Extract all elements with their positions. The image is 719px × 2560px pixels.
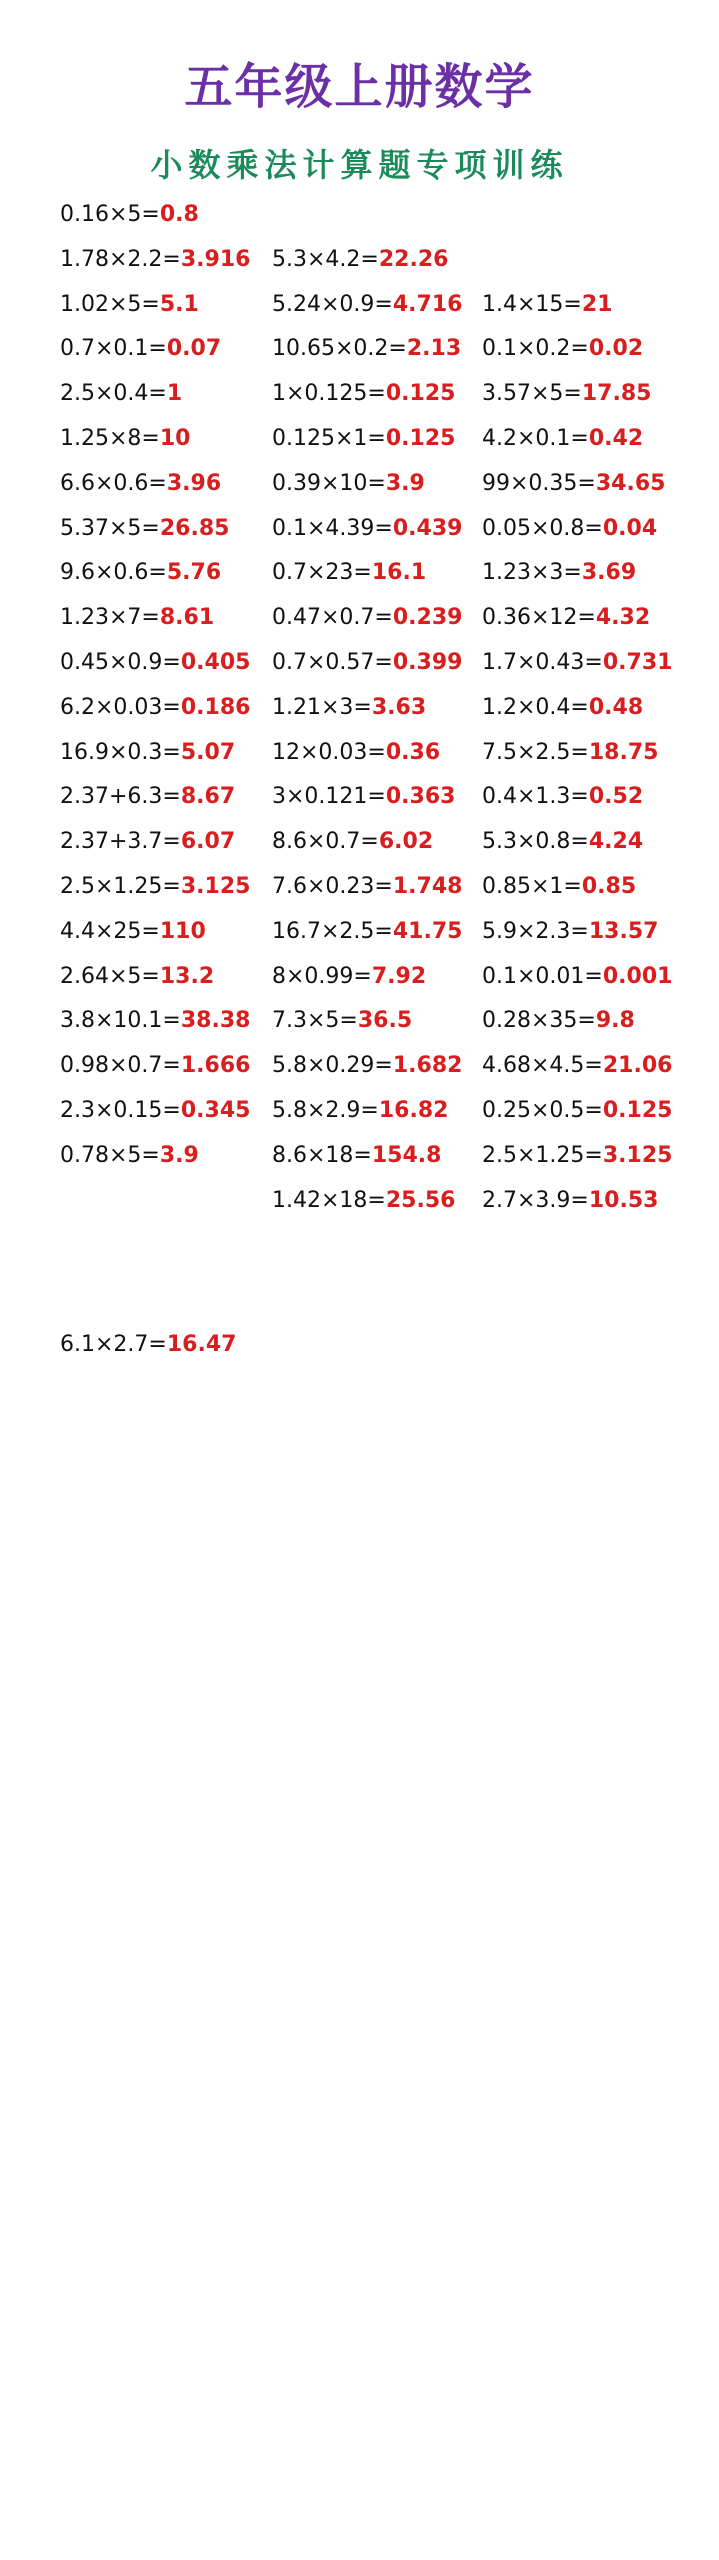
problem-answer: 0.439 bbox=[392, 515, 463, 541]
problem-item bbox=[482, 558, 636, 588]
problem-answer: 0.399 bbox=[392, 650, 463, 675]
problem-question: 5.8×2.9= bbox=[272, 1098, 379, 1123]
problem-answer: 4.32 bbox=[595, 605, 651, 631]
problem-answer: 0.07 bbox=[166, 336, 222, 362]
problem-answer: 3.9 bbox=[385, 470, 425, 496]
problem-answer: 0.125 bbox=[385, 381, 456, 407]
problem-question: 0.47×0.7= bbox=[272, 605, 393, 631]
problem-answer: 3.125 bbox=[602, 1142, 673, 1168]
problem-question: 0.25×0.5= bbox=[482, 1098, 603, 1123]
problem-question: 0.16×5= bbox=[60, 202, 160, 227]
problem-item bbox=[60, 603, 214, 633]
problem-item bbox=[60, 379, 182, 409]
problem-question: 7.5×2.5= bbox=[482, 739, 589, 765]
problem-item bbox=[482, 514, 657, 544]
problem-question: 0.45×0.9= bbox=[60, 650, 181, 675]
problem-question: 0.4×1.3= bbox=[482, 784, 589, 810]
problem-item bbox=[272, 290, 462, 320]
problem-answer: 1.666 bbox=[180, 1053, 251, 1079]
problem-answer: 26.85 bbox=[159, 515, 230, 541]
problem-item bbox=[60, 334, 221, 364]
problem-question: 4.2×0.1= bbox=[482, 426, 589, 451]
problem-item bbox=[60, 245, 250, 275]
problem-item bbox=[272, 1141, 441, 1171]
problem-answer: 16.82 bbox=[378, 1098, 449, 1123]
problem-item bbox=[272, 245, 448, 275]
problem-item bbox=[482, 424, 643, 454]
problem-question: 0.7×0.1= bbox=[60, 336, 167, 362]
problem-question: 2.5×1.25= bbox=[482, 1142, 603, 1168]
problem-answer: 3.63 bbox=[371, 694, 427, 720]
problem-question: 1.02×5= bbox=[60, 291, 160, 317]
problem-item bbox=[60, 200, 199, 230]
problem-question: 5.3×4.2= bbox=[272, 246, 379, 272]
problem-answer: 154.8 bbox=[371, 1142, 442, 1168]
problem-answer: 3.69 bbox=[581, 560, 637, 586]
problem-answer: 13.2 bbox=[159, 963, 215, 989]
problem-answer: 0.186 bbox=[180, 694, 251, 720]
problem-question: 1.7×0.43= bbox=[482, 650, 603, 675]
problem-question: 8×0.99= bbox=[272, 963, 372, 989]
problem-question: 0.85×1= bbox=[482, 874, 582, 899]
problem-answer: 41.75 bbox=[392, 918, 463, 944]
problem-answer: 13.57 bbox=[588, 918, 659, 944]
problem-answer: 0.85 bbox=[581, 874, 637, 899]
problem-question: 2.3×0.15= bbox=[60, 1098, 181, 1123]
problem-question: 16.7×2.5= bbox=[272, 918, 393, 944]
problem-item bbox=[482, 334, 643, 364]
problem-item bbox=[482, 917, 658, 947]
problem-answer: 6.02 bbox=[378, 829, 434, 855]
problem-question: 5.3×0.8= bbox=[482, 829, 589, 855]
problem-item bbox=[60, 469, 221, 499]
problem-answer: 17.85 bbox=[581, 381, 652, 407]
problem-item bbox=[272, 424, 455, 454]
problem-question: 2.5×0.4= bbox=[60, 381, 167, 407]
problem-question: 3.8×10.1= bbox=[60, 1008, 181, 1034]
problem-item bbox=[272, 1096, 448, 1126]
problem-question: 3×0.121= bbox=[272, 784, 386, 810]
problem-answer: 3.916 bbox=[180, 246, 251, 272]
problem-answer: 3.125 bbox=[180, 874, 251, 899]
problem-question: 0.98×0.7= bbox=[60, 1053, 181, 1079]
page-title: 五年级上册数学 bbox=[184, 59, 535, 115]
problem-answer: 4.716 bbox=[392, 291, 463, 317]
problem-item bbox=[60, 1096, 250, 1126]
problem-question: 6.6×0.6= bbox=[60, 470, 167, 496]
problem-question: 1.23×7= bbox=[60, 605, 160, 631]
problem-question: 1.21×3= bbox=[272, 694, 372, 720]
problem-answer: 8.67 bbox=[180, 784, 236, 810]
problem-question: 0.36×12= bbox=[482, 605, 596, 631]
problem-answer: 110 bbox=[159, 918, 206, 944]
problem-item bbox=[272, 514, 462, 544]
problem-answer: 10 bbox=[159, 426, 191, 451]
problem-question: 7.6×0.23= bbox=[272, 874, 393, 899]
problem-question: 0.7×23= bbox=[272, 560, 372, 586]
problem-question: 0.1×4.39= bbox=[272, 515, 393, 541]
problem-item bbox=[482, 782, 643, 812]
problem-item bbox=[272, 648, 462, 678]
problem-answer: 3.9 bbox=[159, 1142, 199, 1168]
problem-item bbox=[60, 290, 199, 320]
problem-item bbox=[272, 1051, 462, 1081]
problem-answer: 5.1 bbox=[159, 291, 199, 317]
problem-answer: 1 bbox=[166, 381, 183, 407]
problem-question: 0.1×0.2= bbox=[482, 336, 589, 362]
problem-answer: 0.48 bbox=[588, 694, 644, 720]
problem-item bbox=[272, 379, 455, 409]
problem-question: 2.64×5= bbox=[60, 963, 160, 989]
problem-item bbox=[60, 558, 221, 588]
problem-question: 12×0.03= bbox=[272, 739, 386, 765]
problem-item bbox=[272, 827, 433, 857]
problem-item bbox=[482, 469, 665, 499]
problem-answer: 22.26 bbox=[378, 246, 449, 272]
problem-item bbox=[272, 1186, 455, 1216]
problem-question: 1.25×8= bbox=[60, 426, 160, 451]
problem-answer: 0.731 bbox=[602, 650, 673, 675]
problem-answer: 0.363 bbox=[385, 784, 456, 810]
problem-question: 2.7×3.9= bbox=[482, 1187, 589, 1213]
problem-answer: 21 bbox=[581, 291, 613, 317]
problem-item bbox=[272, 782, 455, 812]
problem-answer: 16.47 bbox=[166, 1332, 237, 1357]
problem-answer: 0.04 bbox=[602, 515, 658, 541]
problem-answer: 21.06 bbox=[602, 1053, 673, 1079]
problem-answer: 0.52 bbox=[588, 784, 644, 810]
problem-answer: 1.682 bbox=[392, 1053, 463, 1079]
problem-answer: 3.96 bbox=[166, 470, 222, 496]
problem-question: 1×0.125= bbox=[272, 381, 386, 407]
problem-item bbox=[272, 693, 426, 723]
problem-question: 1.23×3= bbox=[482, 560, 582, 586]
problem-question: 1.2×0.4= bbox=[482, 694, 589, 720]
problem-item bbox=[60, 1141, 199, 1171]
problem-question: 8.6×0.7= bbox=[272, 829, 379, 855]
problem-answer: 9.8 bbox=[595, 1008, 635, 1034]
problem-answer: 16.1 bbox=[371, 560, 427, 586]
problem-item bbox=[60, 782, 235, 812]
problem-question: 5.24×0.9= bbox=[272, 291, 393, 317]
problem-answer: 0.001 bbox=[602, 963, 673, 989]
problem-answer: 10.53 bbox=[588, 1187, 659, 1213]
problem-answer: 4.24 bbox=[588, 829, 644, 855]
problem-question: 0.05×0.8= bbox=[482, 515, 603, 541]
problem-item bbox=[482, 1186, 658, 1216]
problem-item bbox=[482, 379, 651, 409]
problem-answer: 0.8 bbox=[159, 202, 199, 227]
problem-answer: 7.92 bbox=[371, 963, 427, 989]
problem-answer: 5.76 bbox=[166, 560, 222, 586]
problem-item bbox=[60, 1006, 250, 1036]
problem-item bbox=[60, 738, 235, 768]
problem-item bbox=[60, 917, 206, 947]
problem-answer: 0.239 bbox=[392, 605, 463, 631]
problem-item bbox=[482, 962, 672, 992]
problem-question: 0.78×5= bbox=[60, 1142, 160, 1168]
problem-answer: 0.345 bbox=[180, 1098, 251, 1123]
problem-question: 4.4×25= bbox=[60, 918, 160, 944]
problem-item bbox=[272, 917, 462, 947]
problem-question: 1.42×18= bbox=[272, 1187, 386, 1213]
problem-item bbox=[482, 872, 636, 902]
problem-question: 6.1×2.7= bbox=[60, 1332, 167, 1357]
problem-question: 99×0.35= bbox=[482, 470, 596, 496]
problem-item bbox=[60, 693, 250, 723]
problem-question: 16.9×0.3= bbox=[60, 739, 181, 765]
problem-question: 5.9×2.3= bbox=[482, 918, 589, 944]
problem-question: 0.28×35= bbox=[482, 1008, 596, 1034]
problem-item bbox=[482, 738, 658, 768]
problem-answer: 2.13 bbox=[406, 336, 462, 362]
problem-answer: 0.42 bbox=[588, 426, 644, 451]
problem-answer: 0.125 bbox=[602, 1098, 673, 1123]
problem-item bbox=[272, 558, 426, 588]
problem-question: 5.8×0.29= bbox=[272, 1053, 393, 1079]
problem-answer: 0.36 bbox=[385, 739, 441, 765]
problem-item bbox=[272, 872, 462, 902]
problem-item bbox=[482, 290, 612, 320]
problem-answer: 0.02 bbox=[588, 336, 644, 362]
problem-item bbox=[482, 1141, 672, 1171]
problem-item bbox=[60, 514, 229, 544]
problem-question: 1.4×15= bbox=[482, 291, 582, 317]
problem-item bbox=[482, 1096, 672, 1126]
problem-answer: 8.61 bbox=[159, 605, 215, 631]
problem-question: 10.65×0.2= bbox=[272, 336, 407, 362]
problem-item bbox=[482, 648, 672, 678]
problem-question: 3.57×5= bbox=[482, 381, 582, 407]
problem-answer: 5.07 bbox=[180, 739, 236, 765]
problem-answer: 0.405 bbox=[180, 650, 251, 675]
problem-question: 0.125×1= bbox=[272, 426, 386, 451]
problem-item bbox=[482, 603, 650, 633]
problem-question: 9.6×0.6= bbox=[60, 560, 167, 586]
problem-question: 2.5×1.25= bbox=[60, 874, 181, 899]
problem-item bbox=[60, 648, 250, 678]
problem-question: 1.78×2.2= bbox=[60, 246, 181, 272]
problem-answer: 36.5 bbox=[357, 1008, 413, 1034]
problem-item bbox=[60, 962, 214, 992]
problem-answer: 6.07 bbox=[180, 829, 236, 855]
problem-item bbox=[272, 469, 425, 499]
problem-question: 4.68×4.5= bbox=[482, 1053, 603, 1079]
problem-item bbox=[272, 603, 462, 633]
problem-answer: 38.38 bbox=[180, 1008, 251, 1034]
problem-item bbox=[482, 1051, 672, 1081]
problem-item bbox=[60, 1051, 250, 1081]
problem-question: 0.39×10= bbox=[272, 470, 386, 496]
page-subtitle: 小数乘法计算题专项训练 bbox=[150, 146, 569, 184]
problem-question: 8.6×18= bbox=[272, 1142, 372, 1168]
problem-item bbox=[482, 1006, 635, 1036]
problem-question: 6.2×0.03= bbox=[60, 694, 181, 720]
problem-answer: 34.65 bbox=[595, 470, 666, 496]
problem-question: 0.7×0.57= bbox=[272, 650, 393, 675]
problem-item bbox=[60, 424, 190, 454]
problem-item bbox=[60, 872, 250, 902]
problem-answer: 25.56 bbox=[385, 1187, 456, 1213]
problem-item bbox=[60, 827, 235, 857]
problem-answer: 0.125 bbox=[385, 426, 456, 451]
problem-question: 7.3×5= bbox=[272, 1008, 358, 1034]
problem-question: 0.1×0.01= bbox=[482, 963, 603, 989]
problem-item bbox=[272, 738, 440, 768]
problem-item bbox=[482, 693, 643, 723]
problem-item bbox=[272, 962, 426, 992]
problem-question: 5.37×5= bbox=[60, 515, 160, 541]
problem-question: 2.37+6.3= bbox=[60, 784, 181, 810]
problem-item bbox=[482, 827, 643, 857]
extra-problem bbox=[60, 1330, 236, 1360]
problem-item bbox=[272, 334, 461, 364]
problem-answer: 18.75 bbox=[588, 739, 659, 765]
problem-item bbox=[272, 1006, 412, 1036]
problem-question: 2.37+3.7= bbox=[60, 829, 181, 855]
problem-answer: 1.748 bbox=[392, 874, 463, 899]
